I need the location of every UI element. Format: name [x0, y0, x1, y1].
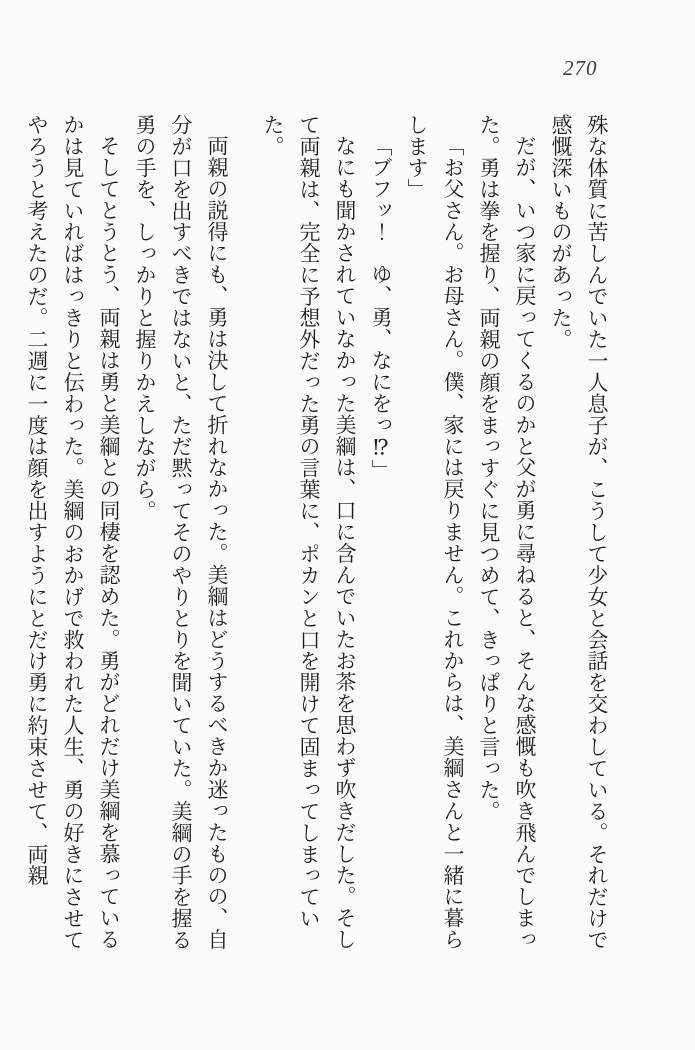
- paragraph: そしてとうとう、両親は勇と美綱との同棲を認めた。勇がどれだけ美綱を慕っているかは見ていればはっきりと伝わった。美綱のおかげで救われた人生、勇の好きにさせてやろうと考えたのだ。二週に一度は顔を出すようにとだけ勇に約束させて、両親: [25, 114, 121, 951]
- paragraph: 「ブフッ！ ゆ、勇、なにをっ⁉」: [369, 135, 393, 482]
- page-number: 270: [563, 56, 598, 80]
- paragraph: なにも聞かされていなかった美綱は、口に含んでいたお茶を思わず吹きだした。そして両親は、完全に予想外だった勇の言葉に、ポカンと口を開けて固まってしまっていた。: [261, 114, 357, 951]
- paragraph: 両親の説得にも、勇は決して折れなかった。美綱はどうするべきか迷ったものの、自分が口を出すべきではないと、ただ黙ってそのやりとりを聞いていた。美綱の手を握る勇の手を、しっかりと握りかえしながら。: [133, 114, 229, 951]
- paragraph: だが、いつ家に戻ってくるのかと父が勇に尋ねると、そんな感慨も吹き飛んでしまった。勇は拳を握り、両親の顔をまっすぐに見つめて、きっぱりと言った。: [477, 114, 537, 951]
- body-text: [23, 114, 615, 952]
- paragraph: 「お父さん。お母さん。僕、家には戻りません。これからは、美綱さんと一緒に暮らします」: [405, 114, 465, 951]
- paragraph: 殊な体質に苦しんでいた一人息子が、こうして少女と会話を交わしている。それだけで感慨深いものがあった。: [549, 114, 609, 951]
